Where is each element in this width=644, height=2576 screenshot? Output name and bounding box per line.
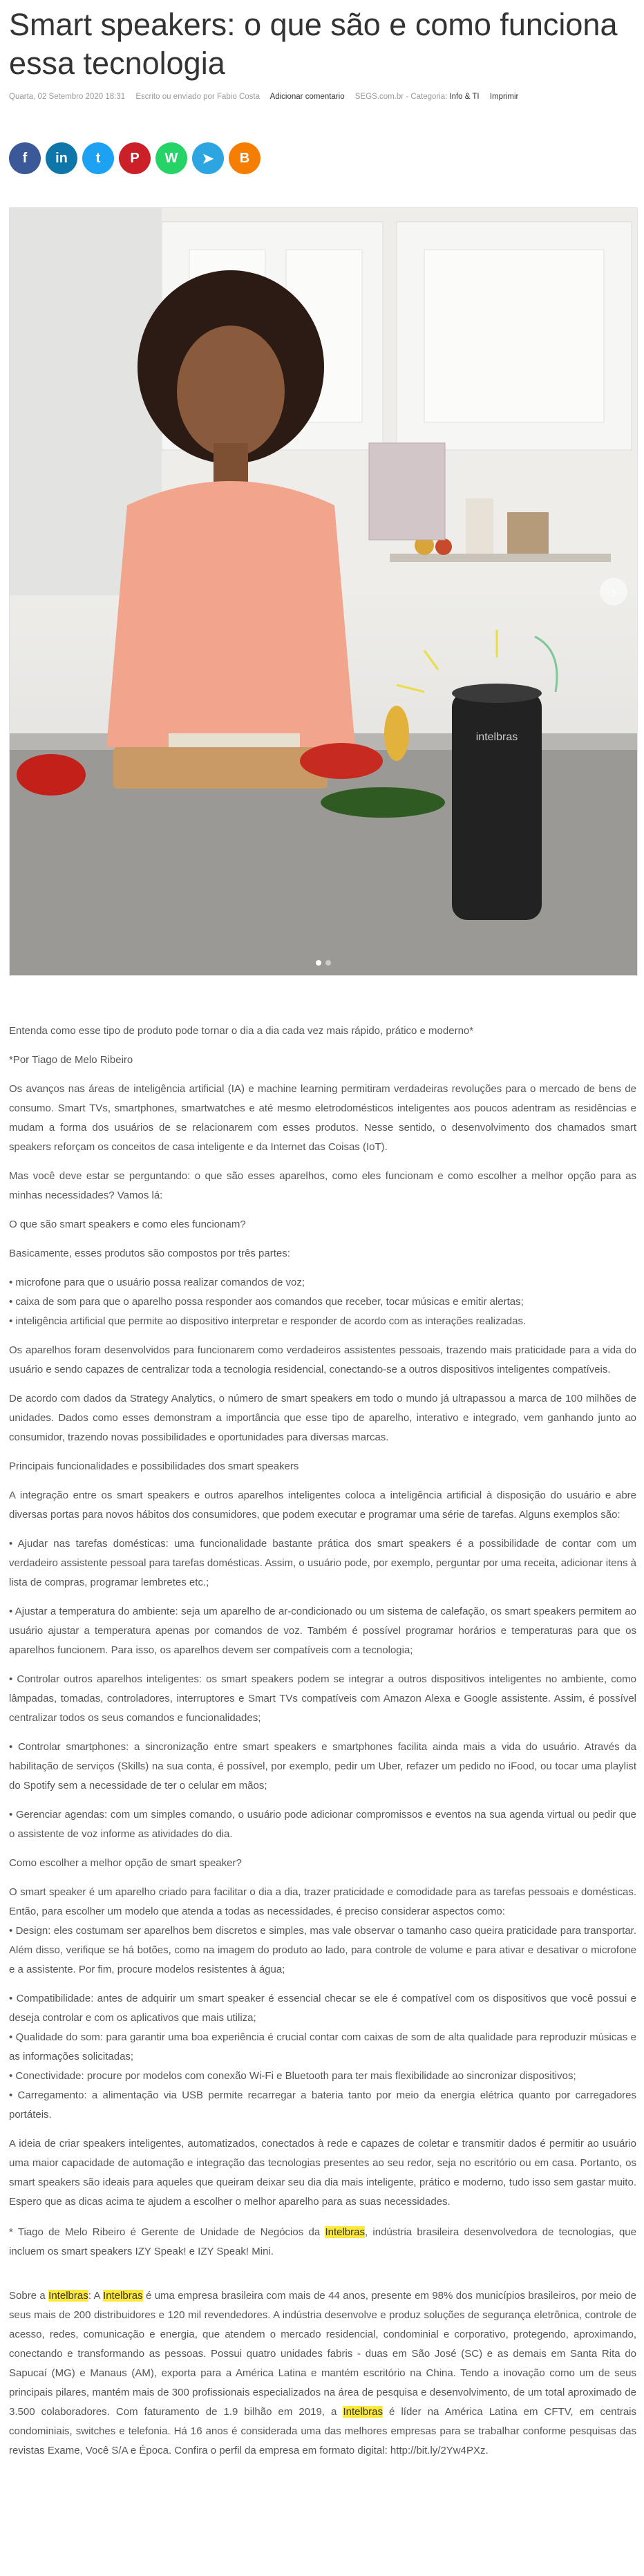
share-button-telegram[interactable] — [192, 142, 224, 174]
share-button-whatsapp[interactable] — [155, 142, 187, 174]
speaker-brand-label: intelbras — [475, 731, 518, 743]
article-paragraph: • Controlar outros aparelhos inteligentes: os smart speakers podem se integrar a outros dispositivos inteligentes no ambiente, como lâmpadas, tomadas, controladores, interruptores e Smart TVs compatíveis com Amazon Alexa e Google assistente. Assim, é possível centralizar todos os seus comandos e funcionalidades; — [9, 1673, 636, 1724]
print-link[interactable]: Imprimir — [489, 93, 519, 101]
article-paragraph: • Controlar smartphones: a sincronização entre smart speakers e smartphones facilita ainda mais a vida do usuário. Através da habilitação de serviços (Skills) na sua conta, é possível, por exemplo, pedir um Uber, refazer um pedido no iFood, ou tocar uma playlist do Spotify sem a necessidade de ter o celular em mãos; — [9, 1741, 636, 1792]
article-paragraph: • Ajustar a temperatura do ambiente: seja um aparelho de ar-condicionado ou um sistema de calefação, os smart speakers permitem ao usuário ajustar a temperatura apenas por comandos de voz. Também é possível programar horários e temperaturas para que os aparelhos funcionem. Para isso, os aparelhos devem ser compatíveis com a tecnologia; — [9, 1606, 636, 1656]
article-paragraph: De acordo com dados da Strategy Analytics, o número de smart speakers em todo o mundo já ultrapassou a marca de 100 milhões de unidades. Dados como esses demonstram a importância que esse tipo de aparelho, interativo e integrado, vem ganhando junto ao consumidor, trazendo novas possibilidades e oportunidades para diversas marcas. — [9, 1393, 636, 1443]
article-paragraph: Os avanços nas áreas de inteligência artificial (IA) e machine learning permitiram verdadeiras revoluções para o mercado de bens de consumo. Smart TVs, smartphones, smartwatches e até mesmo eletrodomésticos inteligentes aos poucos adentram as residências e mudam a forma dos usuários de se relacionarem com esses produtos. Nesse sentido, o desenvolvimento dos chamados smart speakers reforçam os conceitos de casa inteligente e da Internet das Coisas (IoT). — [9, 1083, 636, 1153]
article-paragraph: Como escolher a melhor opção de smart speaker? — [9, 1857, 242, 1869]
about-text: : A — [88, 2290, 104, 2302]
linkedin-icon: in — [55, 150, 68, 166]
about-text: Sobre a — [9, 2290, 49, 2302]
hero-image-slider[interactable] — [9, 207, 638, 976]
category-link[interactable]: Info & TI — [449, 93, 480, 101]
whatsapp-icon: W — [164, 150, 178, 166]
slider-dots — [10, 960, 637, 966]
article-container — [9, 3, 636, 2461]
slider-dot[interactable] — [325, 960, 331, 966]
article-meta — [9, 93, 636, 101]
share-bar — [9, 142, 636, 174]
company-about — [9, 2286, 636, 2461]
publish-date: Quarta, 02 Setembro 2020 18:31 — [9, 93, 126, 101]
share-button-pinterest[interactable] — [119, 142, 151, 174]
brand-highlight: Intelbras — [325, 2226, 365, 2238]
source-label: SEGS.com.br - Categoria: — [354, 93, 448, 101]
share-button-twitter[interactable] — [82, 142, 114, 174]
chevron-right-icon: › — [610, 581, 617, 602]
brand-highlight: Intelbras — [48, 2290, 88, 2302]
about-text: é líder na América Latina em CFTV, em centrais condominiais, switches e telefonia. Há 16 anos é considerada uma das melhores empresas para se trabalhar conforme pesquisas das revistas Exame, Você S/A e Época. Confira o perfil da empresa em formato digital: http://bit.ly/2Yw4PXz. — [9, 2406, 636, 2456]
author-bio — [9, 2223, 636, 2262]
brand-highlight: Intelbras — [103, 2290, 143, 2302]
slider-dot[interactable] — [316, 960, 321, 966]
article-body — [9, 1022, 636, 2212]
article-paragraph: • Compatibilidade: antes de adquirir um smart speaker é essencial checar se ele é compatível com os dispositivos que você possui e deseja controlar e com os aplicativos que mais utiliza; • Qualidade do som: para garantir uma boa experiência é crucial contar com caixas de som de alta qualidade para reproduzir músicas e as informações solicitadas; • Conectividade: procure por modelos com conexão Wi-Fi e Bluetooth para ter mais flexibilidade ao sincronizar dispositivos; • Carregamento: a alimentação via USB permite recarregar a bateria tanto por meio da energia elétrica quanto por carregadores portáteis. — [9, 1993, 636, 2121]
article-paragraph: • Gerenciar agendas: com um simples comando, o usuário pode adicionar compromissos e eventos na sua agenda virtual ou pedir que o assistente de voz informe as atividades do dia. — [9, 1809, 636, 1840]
bio-text-after: , indústria brasileira desenvolvedora de tecnologias, que incluem os smart speakers IZY Speak! e IZY Speak! Mini. — [9, 2226, 636, 2257]
article-paragraph: Mas você deve estar se perguntando: o que são esses aparelhos, como eles funcionam e como escolher a melhor opção para as minhas necessidades? Vamos lá: — [9, 1170, 636, 1201]
twitter-icon: t — [95, 150, 101, 166]
article-paragraph: Basicamente, esses produtos são compostos por três partes: — [9, 1248, 290, 1259]
slider-next-button[interactable] — [600, 578, 627, 605]
brand-highlight: Intelbras — [343, 2406, 383, 2418]
article-paragraph: O smart speaker é um aparelho criado para facilitar o dia a dia, trazer praticidade e comodidade para as tarefas pessoais e domésticas. Então, para escolher um modelo que atenda a todas as necessidades, é preciso considerar aspectos como: • Design: eles costumam ser aparelhos bem discretos e simples, mas vale observar o tamanho caso queira praticidade para transportar. Além disso, verifique se há botões, como na imagem do produto ao lado, para controle de volume e para ativar e desativar o microfone e a assistente. Por fim, procure modelos resistentes à água; — [9, 1886, 636, 1975]
article-paragraph: Principais funcionalidades e possibilidades dos smart speakers — [9, 1460, 299, 1472]
share-button-blogger[interactable] — [229, 142, 261, 174]
article-paragraph: • Ajudar nas tarefas domésticas: uma funcionalidade bastante prática dos smart speakers é a possibilidade de contar com um verdadeiro assistente pessoal para tarefas domésticas. Assim, o usuário pode, por exemplo, perguntar por uma receita, adicionar itens à lista de compras, programar lembretes etc.; — [9, 1538, 636, 1588]
bio-text-before: * Tiago de Melo Ribeiro é Gerente de Unidade de Negócios da — [9, 2226, 325, 2238]
telegram-icon: ➤ — [202, 151, 214, 167]
article-paragraph: O que são smart speakers e como eles funcionam? — [9, 1219, 246, 1230]
page-title: Smart speakers: o que são e como funciona essa tecnologia — [9, 7, 618, 81]
article-paragraph: Os aparelhos foram desenvolvidos para funcionarem como verdadeiros assistentes pessoais, trazendo mais praticidade para a vida do usuário e sendo capazes de centralizar toda a tecnologia residencial, conectando-se a outros dispositivos inteligentes compatíveis. — [9, 1344, 636, 1375]
share-button-linkedin[interactable] — [46, 142, 77, 174]
source-category — [355, 93, 480, 101]
blogger-icon: B — [239, 150, 250, 166]
about-text: é uma empresa brasileira com mais de 44 anos, presente em 98% dos municípios brasileiros, por meio de seus mais de 200 distribuidores e 120 mil revendedores. A indústria desenvolve e produz soluções de segurança eletrônica, controle de acesso, redes, comunicação e energia, que atendem o mercado residencial, condominial e corporativo, protegendo, aproximando, conectando e transformando as pessoas. Possui quatro unidades fabris - duas em São José (SC) e as demais em Santa Rita do Sapucaí (MG) e Manaus (AM), exporta para a América Latina e mantém escritório na China. Tendo a inovação como um de seus principais pilares, mantém mais de 300 profissionais especializados na área de pesquisa e desenvolvimento, de um total aproximado de 3.500 colaboradores. Com faturamento de 1.9 bilhão em 2019, a — [9, 2290, 636, 2418]
pinterest-icon: P — [130, 150, 140, 166]
article-paragraph: Entenda como esse tipo de produto pode tornar o dia a dia cada vez mais rápido, prático e moderno* — [9, 1025, 474, 1037]
article-paragraph: *Por Tiago de Melo Ribeiro — [9, 1054, 133, 1066]
facebook-icon: f — [22, 150, 28, 166]
add-comment-link[interactable]: Adicionar comentario — [269, 93, 345, 101]
author-line: Escrito ou enviado por Fabio Costa — [135, 93, 260, 101]
article-paragraph: A integração entre os smart speakers e outros aparelhos inteligentes coloca a inteligência artificial à disposição do usuário e abre diversas portas para novos hábitos dos consumidores, que podem executar e programar uma série de tarefas. Alguns exemplos são: — [9, 1489, 636, 1521]
hero-photo — [10, 208, 637, 975]
article-paragraph: • microfone para que o usuário possa realizar comandos de voz; • caixa de som para que o aparelho possa responder aos comandos que receber, tocar músicas e emitir alertas; • inteligência artificial que permite ao dispositivo interpretar e responder de acordo com as interações realizadas. — [9, 1277, 527, 1327]
share-button-facebook[interactable] — [9, 142, 41, 174]
article-paragraph: A ideia de criar speakers inteligentes, automatizados, conectados à rede e capazes de coletar e transmitir dados é permitir ao usuário uma maior capacidade de automação e integração das tecnologias presentes ao seu redor, seja no escritório ou em casa. Portanto, os smart speakers são ideais para aqueles que queiram deixar seu dia dia mais inteligente, prático e moderno, tudo isso sem gastar muito. Espero que as dicas acima te ajudem a escolher o melhor aparelho para as suas necessidades. — [9, 2138, 636, 2208]
